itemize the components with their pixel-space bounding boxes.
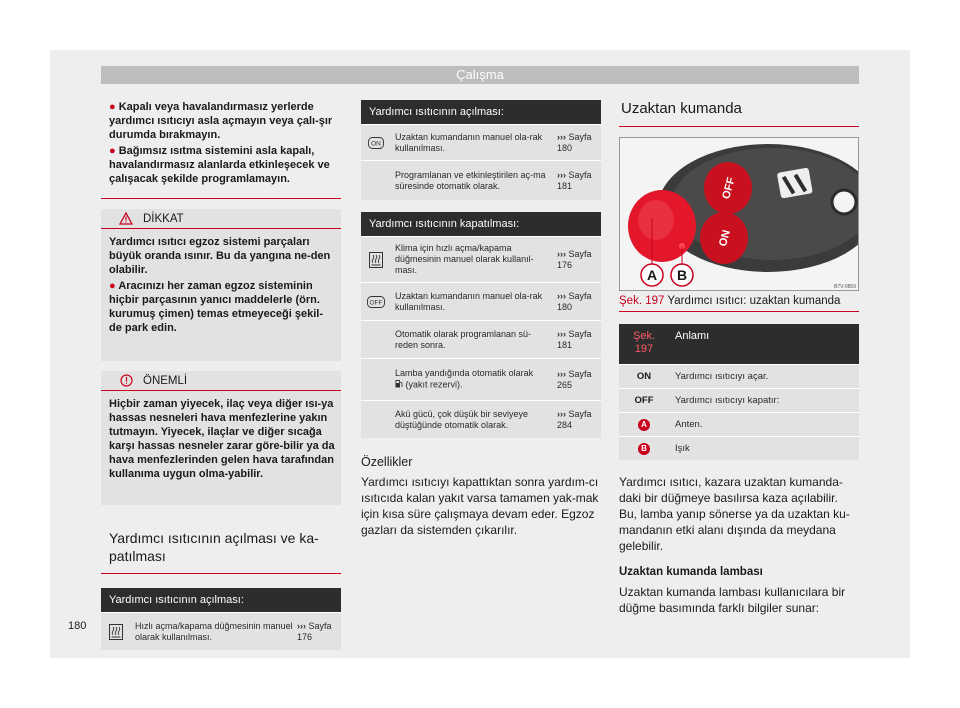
row-description: Programlanan ve etkinleştirilen aç-ma süresinde otomatik olarak. [395,169,546,191]
features-text: Yardımcı ısıtıcıyı kapattıktan sonra yardım-cı ısıtıcıda kalan yakıt varsa tamamen yak-mak için kısa süre çalışmaya devam eder. Egzoz gazları da sistemden çıkarılır. [361,475,599,537]
warning-triangle-icon [119,212,133,226]
section-title: Yardımcı ısıtıcının açılması ve ka-patılması [109,530,319,564]
row-description: Hızlı açma/kapama düğmesinin manuel olarak kullanılması. [135,620,293,642]
figure-caption-text: Yardımcı ısıtıcı: uzaktan kumanda [667,295,841,307]
onemli-box [101,371,341,505]
row-description: Lamba yandığında otomatik olarak (yakıt rezervi). [395,368,534,390]
meaning-table [619,324,859,460]
page-reference-link[interactable]: ››› Sayfa 180 [557,131,592,153]
table-title: Yardımcı ısıtıcının kapatılması: [361,212,601,236]
remote-control-illustration [620,138,859,291]
svg-text:A: A [646,267,658,283]
heater-icon [101,624,131,640]
row-key: A [619,419,669,431]
column-3 [619,100,859,616]
figure-number: Şek. 197 [619,295,665,307]
separator [619,126,859,127]
page-reference-link[interactable]: ››› Sayfa 176 [557,248,592,270]
header-meaning: Anlamı [675,330,710,342]
svg-text:OFF: OFF [369,299,383,306]
remote-paragraph: Yardımcı ısıtıcı, kazara uzaktan kumanda-daki bir düğmeye basılırsa kaza açılabilir. Bu, lamba yanıp sönerse ya da uzaktan ku-mandanın etki alanı dışında da meydana gelebilir. [619,475,850,553]
row-value: Işık [675,443,690,454]
fuel-pump-icon [395,379,403,391]
table-row [361,124,601,160]
row-value: Anten. [675,419,703,430]
separator [101,198,341,199]
row-description: Uzaktan kumandanın manuel ola-rak kullanılması. [395,131,543,153]
dikkat-bullet: ● Aracınızı her zaman egzoz sisteminin hiçbir parçasının yanıcı maddelerle (örn. kurumuş çimen) temas etmeyeceği şekil-de park edin. [109,280,323,334]
dikkat-body [101,229,341,341]
page-reference-link[interactable]: ››› Sayfa 284 [557,408,592,430]
chapter-title: Çalışma [456,67,504,82]
onemli-header [101,371,341,391]
table-row [361,236,601,282]
row-key: B [619,443,669,455]
table-row [619,436,859,460]
column-2 [361,100,601,538]
row-description: Klima için hızlı açma/kapama düğmesinin manuel olarak kullanıl-ması. [395,243,534,275]
section-heading [101,529,341,565]
row-key: ON [636,371,652,382]
svg-text:OFF: OFF [720,176,738,201]
row-description: Otomatik olarak programlanan sü-reden sonra. [395,328,532,350]
svg-text:ON: ON [717,228,733,248]
row-value: Yardımcı ısıtıcıyı kapatır: [675,395,780,406]
table-row [101,612,341,650]
table-row [619,388,859,412]
table-title: Yardımcı ısıtıcının açılması: [361,100,601,124]
dikkat-header [101,209,341,229]
row-value: Yardımcı ısıtıcıyı açar. [675,371,769,382]
info-circle-icon [119,374,133,388]
row-description: Uzaktan kumandanın manuel ola-rak kullanılması. [395,290,543,312]
table-row [361,358,601,400]
features-section [361,454,601,538]
page-reference-link[interactable]: ››› Sayfa 176 [297,620,332,642]
remote-lamp-subtitle: Uzaktan kumanda lambası [619,566,763,578]
onemli-paragraph: Hiçbir zaman yiyecek, ilaç veya diğer ısı-ya hassas nesneleri hava menfezlerine yakın tutmayın. Yiyecek, ilaçlar ve diğer sıcağa karşı hassas nesneler zarar göre-bilir ya da hava menfezlerinden gelen hava tarafından kullanıma uygun olma-yabilir. [109,398,335,480]
table-row [619,412,859,436]
off-button-icon [361,296,391,308]
table-title: Yardımcı ısıtıcının açılması: [101,588,341,612]
table-header [619,324,859,364]
page-reference-link[interactable]: ››› Sayfa 181 [557,169,592,191]
warning-item: ● Kapalı veya havalandırmasız yerlerde yardımcı ısıtıcıyı asla açmayın veya çalı-şır durumda bırakmayın. [109,101,333,141]
on-button-icon [361,137,391,149]
onemli-title: ÖNEMLİ [143,374,188,387]
table-row [361,320,601,358]
header-figure-ref: Şek. 197 [632,330,655,355]
page-number: 180 [68,620,87,632]
row-key: OFF [634,395,654,406]
svg-text:ON: ON [371,140,381,147]
dikkat-paragraph: Yardımcı ısıtıcı egzoz sistemi parçaları büyük oranda ısınır. Bu da yangına ne-den olabilir. [109,236,331,276]
remote-control-figure [619,137,859,291]
separator [101,573,341,574]
table-row [361,400,601,438]
dikkat-box [101,209,341,361]
row-description: Akü gücü, çok düşük bir seviyeye düştüğünde otomatik olarak. [395,408,529,430]
warning-block [101,100,341,198]
page-reference-link[interactable]: ››› Sayfa 265 [557,368,592,390]
remote-lamp-paragraph: Uzaktan kumanda lambası kullanıcılara bir düğme basımında farklı bilgiler sunar: [619,585,846,615]
open-table-small [101,588,341,650]
table-row [361,282,601,320]
svg-text:B: B [676,267,688,283]
separator [619,311,859,312]
heater-icon [361,252,391,268]
page-reference-link[interactable]: ››› Sayfa 181 [557,328,592,350]
svg-text:B7V-0859: B7V-0859 [834,284,856,290]
dikkat-title: DİKKAT [143,212,184,225]
onemli-body [101,391,341,487]
figure-caption [619,295,859,307]
column-1 [101,100,341,650]
remote-section-title: Uzaktan kumanda [621,100,742,117]
page-reference-link[interactable]: ››› Sayfa 180 [557,290,592,312]
table-row [361,160,601,200]
table-row [619,364,859,388]
warning-item: ● Bağımsız ısıtma sistemini asla kapalı, havalandırmasız alanlarda etkinleşecek ve çalışacak şekilde programlamayın. [109,145,330,185]
features-title: Özellikler [361,455,413,469]
